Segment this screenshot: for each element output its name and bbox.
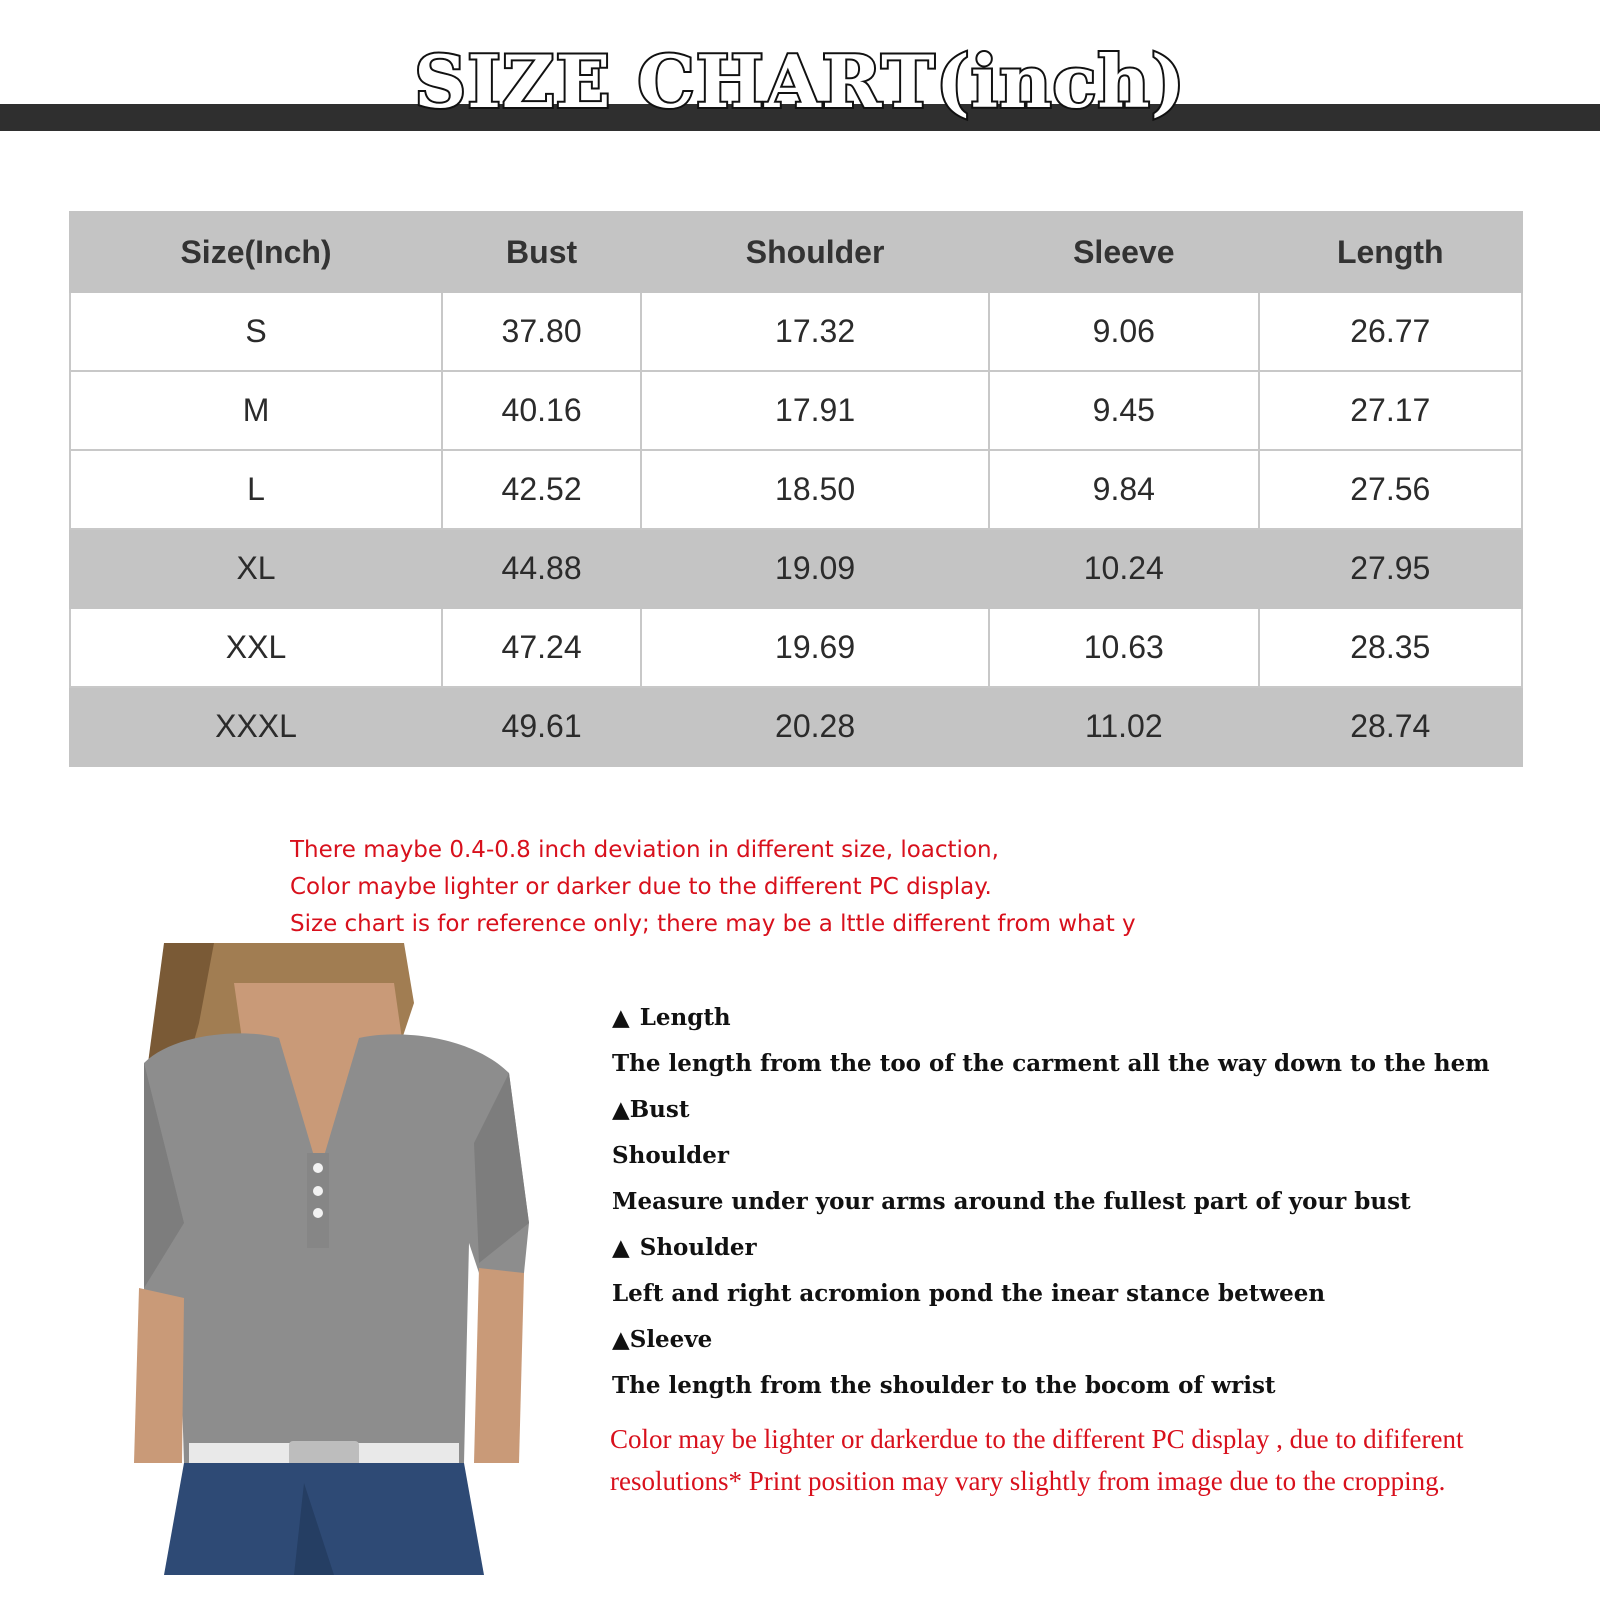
guide-shoulder-desc: Left and right acromion pond the inear stance between [612, 1280, 1326, 1307]
cell-length: 27.56 [1259, 450, 1522, 529]
header-size: Size(Inch) [70, 212, 442, 292]
table-row [70, 529, 1522, 608]
table-row [70, 450, 1522, 529]
cell-shoulder: 19.09 [641, 529, 989, 608]
disclaimer-line: Color may be lighter or darkerdue to the different PC display , due to dififerent [610, 1424, 1464, 1454]
cell-size: L [70, 450, 442, 529]
cell-size: XL [70, 529, 442, 608]
header-bust: Bust [442, 212, 641, 292]
title-wrap [0, 39, 1600, 124]
cell-bust: 37.80 [442, 292, 641, 371]
cell-size: M [70, 371, 442, 450]
cell-size: S [70, 292, 442, 371]
header-length: Length [1259, 212, 1522, 292]
cell-bust: 44.88 [442, 529, 641, 608]
notice-line: Size chart is for reference only; there may be a lttle different from what y [290, 911, 1136, 937]
cell-sleeve: 9.06 [989, 292, 1258, 371]
cell-bust: 49.61 [442, 687, 641, 766]
cell-sleeve: 9.45 [989, 371, 1258, 450]
table-row [70, 371, 1522, 450]
cell-sleeve: 10.24 [989, 529, 1258, 608]
guide-sleeve-heading: ▲Sleeve [612, 1322, 1572, 1368]
triangle-icon: ▲ [612, 1234, 630, 1261]
notice-line: Color maybe lighter or darker due to the different PC display. [290, 874, 992, 900]
deviation-notice [290, 832, 1150, 943]
table-row [70, 608, 1522, 687]
guide-length-heading: ▲ Length [612, 1000, 1572, 1046]
cell-shoulder: 18.50 [641, 450, 989, 529]
model-illustration [104, 943, 538, 1575]
size-chart-table [69, 211, 1523, 767]
cell-sleeve: 11.02 [989, 687, 1258, 766]
cell-size: XXXL [70, 687, 442, 766]
guide-bust-sub: Shoulder [612, 1142, 729, 1169]
cell-bust: 40.16 [442, 371, 641, 450]
guide-length-desc: The length from the too of the carment all the way down to the hem [612, 1050, 1490, 1077]
header-sleeve: Sleeve [989, 212, 1258, 292]
cell-shoulder: 17.91 [641, 371, 989, 450]
cell-bust: 42.52 [442, 450, 641, 529]
cell-sleeve: 9.84 [989, 450, 1258, 529]
cell-length: 27.95 [1259, 529, 1522, 608]
triangle-icon: ▲ [612, 1096, 630, 1123]
guide-bust-desc: Measure under your arms around the fullest part of your bust [612, 1188, 1411, 1215]
table-row [70, 687, 1522, 766]
triangle-icon: ▲ [612, 1004, 630, 1031]
cell-sleeve: 10.63 [989, 608, 1258, 687]
cell-length: 27.17 [1259, 371, 1522, 450]
header-shoulder: Shoulder [641, 212, 989, 292]
cell-size: XXL [70, 608, 442, 687]
table-row [70, 292, 1522, 371]
guide-bust-heading: ▲Bust [612, 1092, 1572, 1138]
table-header-row [70, 212, 1522, 292]
cell-length: 28.74 [1259, 687, 1522, 766]
page-title: SIZE CHART(inch) [414, 39, 1186, 124]
cell-shoulder: 17.32 [641, 292, 989, 371]
measurement-guide [612, 1000, 1572, 1414]
notice-line: There maybe 0.4-0.8 inch deviation in different size, loaction, [290, 837, 999, 863]
triangle-icon: ▲ [612, 1326, 630, 1353]
cell-shoulder: 20.28 [641, 687, 989, 766]
cell-bust: 47.24 [442, 608, 641, 687]
product-photo [104, 943, 538, 1575]
cell-length: 26.77 [1259, 292, 1522, 371]
guide-shoulder-heading: ▲ Shoulder [612, 1230, 1572, 1276]
guide-sleeve-desc: The length from the shoulder to the bocom of wrist [612, 1372, 1276, 1399]
cell-shoulder: 19.69 [641, 608, 989, 687]
display-disclaimer [610, 1418, 1570, 1502]
cell-length: 28.35 [1259, 608, 1522, 687]
disclaimer-line: resolutions* Print position may vary slightly from image due to the cropping. [610, 1466, 1446, 1496]
